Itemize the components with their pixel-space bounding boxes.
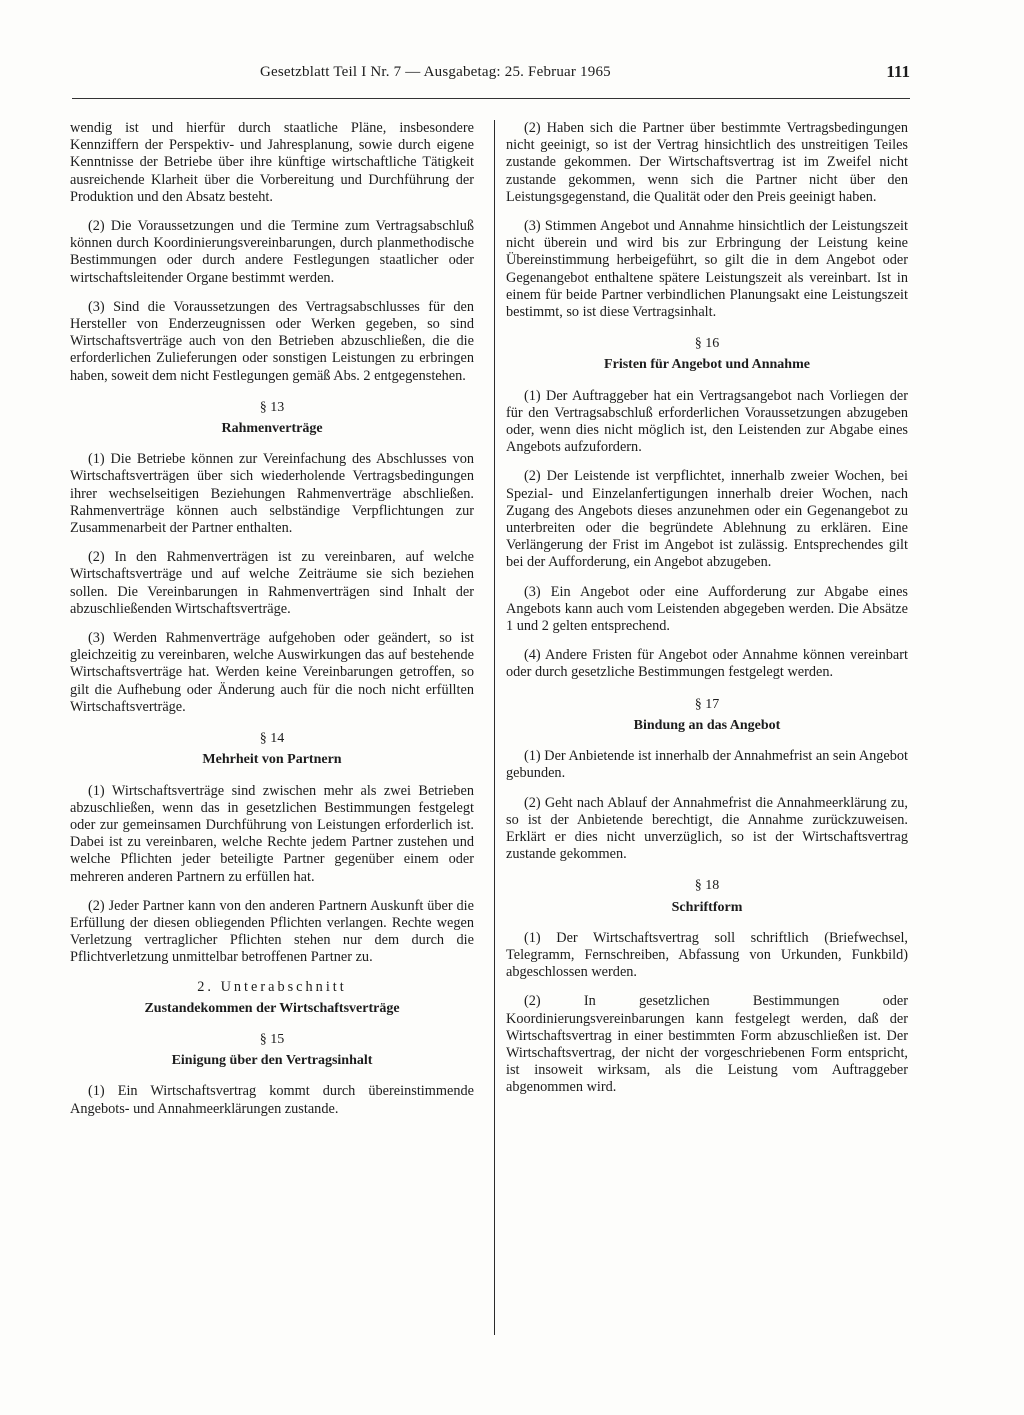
paragraph: (2) Der Leistende ist verpflichtet, innerhalb zweier Wochen, bei Spezial- und Einzelanfertigungen innerhalb dreier Wochen, nach Zugang des Angebots dieses anzunehmen oder ein Gegenangebot zu unterbreiten oder die begründete Ablehnung zu erklären. Eine Verlängerung der Frist im Angebot ist zulässig. Entsprechendes gilt bei der Aufforderung, ein Angebot abzugeben. <box>506 468 908 571</box>
page-number: 111 <box>886 62 910 81</box>
section-title: Fristen für Angebot und Annahme <box>604 357 810 373</box>
subsection-number: 2. Unterabschnitt <box>197 978 347 995</box>
section-number: § 13 <box>259 399 285 415</box>
section-title: Rahmenverträge <box>221 421 323 437</box>
section-number: § 18 <box>694 878 720 894</box>
section-title: Bindung an das Angebot <box>633 717 781 733</box>
left-column <box>70 120 474 1130</box>
column-divider <box>494 120 495 1335</box>
paragraph: (2) Jeder Partner kann von den anderen Partnern Auskunft über die Erfüllung der diesen obliegenden Pflichten verlangen. Rechte wegen Verletzung vertraglicher Pflichten stehen nur dem durch die Pflichtverletzung unmittelbar betroffenen Partner zu. <box>70 897 474 966</box>
paragraph: (3) Werden Rahmenverträge aufgehoben oder geändert, so ist gleichzeitig zu vereinbaren, welche Auswirkungen das auf bestehende Wirtschaftsverträge hat. Werden keine Vereinbarungen getroffen, so gilt die Aufhebung oder Änderung auch für die noch nicht erfüllten Wirtschaftsverträge. <box>70 630 474 715</box>
paragraph: (2) Haben sich die Partner über bestimmte Vertragsbedingungen nicht geeinigt, so ist der Vertrag hinsichtlich des unstreitigen Teiles zustande gekommen. Der Wirtschaftsvertrag ist im Zweifel nicht zustande gekommen, wenn sich die Partner nicht über den Leistungsgegenstand, die Qualität oder den Preis geeinigt haben. <box>506 120 908 205</box>
section-number: § 16 <box>694 336 720 352</box>
header-title: Gesetzblatt Teil I Nr. 7 — Ausgabetag: 25. Februar 1965 <box>260 64 611 80</box>
section-number: § 17 <box>694 696 720 712</box>
paragraph: (2) Die Voraussetzungen und die Termine zum Vertragsabschluß können durch Koordinierungsvereinbarungen, durch planmethodische Bestimmungen oder durch andere Festlegungen staatlicher oder wirtschaftsleitender Organe bestimmt werden. <box>70 218 474 286</box>
header-rule <box>72 98 910 99</box>
section-number: § 14 <box>259 731 285 747</box>
paragraph: (3) Ein Angebot oder eine Aufforderung zur Abgabe eines Angebots kann auch vom Leistenden abgegeben werden. Die Absätze 1 und 2 gelten entsprechend. <box>506 583 908 635</box>
paragraph: (2) Geht nach Ablauf der Annahmefrist die Annahmeerklärung zu, so ist der Anbietende berechtigt, die Annahme zurückzuweisen. Erklärt er dies nicht unverzüglich, so ist der Wirtschaftsvertrag zustande gekommen. <box>506 794 908 863</box>
paragraph: (1) Der Auftraggeber hat ein Vertragsangebot nach Vorliegen der für den Vertragsabschluß erforderlichen Voraussetzungen abzugeben oder, wenn dies nicht möglich ist, den Leistenden zur Abgabe eines Angebots aufzufordern. <box>506 387 908 456</box>
section-number: § 15 <box>259 1031 285 1047</box>
paragraph: wendig ist und hierfür durch staatliche Pläne, insbesondere Kennziffern der Perspektiv- und Jahresplanung, sowie durch eigene Kenntnisse der Betriebe über ihre künftige wirtschaftliche Tätigkeit ausreichende Klarheit über die Vorbereitung und Durchführung der Produktion und den Absatz besteht. <box>70 120 474 205</box>
subsection-title: Zustandekommen der Wirtschaftsverträge <box>144 1000 400 1016</box>
paragraph: (1) Wirtschaftsverträge sind zwischen mehr als zwei Betrieben abzuschließen, wenn das in gesetzlichen Bestimmungen festgelegt oder zur gemeinsamen Durchführung von Leistungen erforderlich ist. Dabei ist zu vereinbaren, welche Rechte jedem Partner zustehen und welche Pflichten jeder beteiligte Partner gegenüber einem oder mehreren anderen Partnern zu erfüllen hat. <box>70 782 474 885</box>
paragraph: (2) In den Rahmenverträgen ist zu vereinbaren, auf welche Wirtschaftsverträge und auf welche Zeiträume sie sich beziehen sollen. Die Vereinbarungen in Rahmenverträgen sind Inhalt der abzuschließenden Wirtschaftsverträge. <box>70 549 474 617</box>
section-title: Einigung über den Vertragsinhalt <box>171 1053 373 1069</box>
paragraph: (4) Andere Fristen für Angebot oder Annahme können vereinbart oder durch gesetzliche Bestimmungen festgelegt werden. <box>506 647 908 681</box>
paragraph: (3) Stimmen Angebot und Annahme hinsichtlich der Leistungszeit nicht überein und wird bis zur Erbringung der Leistung keine Übereinstimmung herbeigeführt, so gilt die in dem Angebot oder Gegenangebot enthaltene spätere Leistungszeit als vereinbart. Ist in einem für beide Partner verbindlichen Planungsakt eine Leistungszeit bestimmt, so ist diese Vertragsinhalt. <box>506 218 908 321</box>
paragraph: (2) In gesetzlichen Bestimmungen oder Koordinierungsvereinbarungen kann festgelegt werden, daß der Wirtschaftsvertrag in einer bestimmten Form abzuschließen ist. Der Wirtschaftsvertrag, der nicht der vorgeschriebenen Form entspricht, ist insoweit wirksam, als die Leistung vom Auftraggeber abgenommen wird. <box>506 993 908 1096</box>
paragraph: (1) Der Anbietende ist innerhalb der Annahmefrist an sein Angebot gebunden. <box>506 748 908 782</box>
running-header <box>72 62 910 92</box>
paragraph: (3) Sind die Voraussetzungen des Vertragsabschlusses für den Hersteller von Enderzeugnissen oder Werken gegeben, so sind Wirtschaftsverträge auch von den Betrieben abzuschließen, die die erforderlichen Zulieferungen oder sonstigen Leistungen zu erbringen haben, soweit dem nicht Festlegungen gemäß Abs. 2 entgegenstehen. <box>70 298 474 384</box>
section-title: Schriftform <box>671 899 743 915</box>
paragraph: (1) Der Wirtschaftsvertrag soll schriftlich (Briefwechsel, Telegramm, Fernschreiben, Abfassung von Urkunden, Funkbild) abgeschlossen werden. <box>506 929 908 981</box>
paragraph: (1) Ein Wirtschaftsvertrag kommt durch übereinstimmende Angebots- und Annahmeerklärungen zustande. <box>70 1083 474 1117</box>
section-title: Mehrheit von Partnern <box>202 752 342 768</box>
right-column <box>506 120 908 1109</box>
paragraph: (1) Die Betriebe können zur Vereinfachung des Abschlusses von Wirtschaftsverträgen über sich wiederholende Vertragsbedingungen ihrer wechselseitigen Beziehungen Rahmenverträge abschließen. Rahmenverträge können auch selbständige Verpflichtungen zur Zusammenarbeit der Partner enthalten. <box>70 451 474 537</box>
